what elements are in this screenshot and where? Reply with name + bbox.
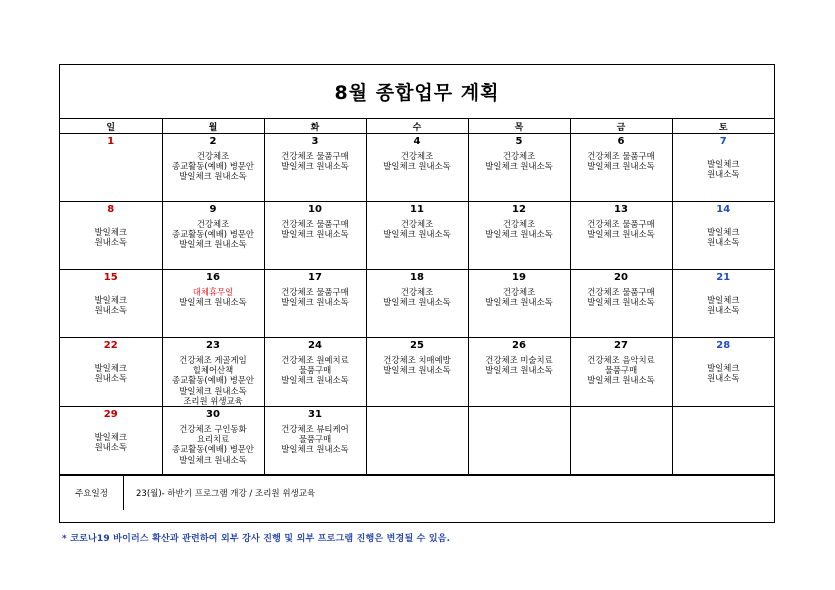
weekday-sun: 일: [60, 119, 162, 134]
day-cell: [468, 407, 570, 475]
day-events: [571, 287, 672, 307]
day-cell: [468, 270, 570, 338]
day-events: [60, 432, 162, 452]
day-events: [673, 295, 775, 315]
day-cell: [468, 134, 570, 202]
day-cell: [672, 270, 774, 338]
event-line: 물품구매: [298, 434, 332, 445]
day-number: 27: [614, 340, 628, 351]
day-cell: [672, 338, 774, 407]
day-number: 30: [206, 409, 220, 421]
week-row: [60, 338, 774, 407]
day-number: 29: [103, 409, 118, 421]
event-line: 원내소독: [707, 169, 740, 180]
day-cell: [570, 338, 672, 407]
week-row: [60, 134, 774, 202]
day-events: [571, 151, 672, 171]
weekday-mon: 월: [162, 119, 264, 134]
footnote: * 코로나19 바이러스 확산과 관련하여 외부 강사 진행 및 외부 프로그램 진행은 변경될 수 있음.: [62, 534, 451, 544]
day-number: 15: [103, 272, 118, 283]
event-line: 발일체크 원내소독: [179, 385, 247, 396]
event-line: 발일체크: [94, 363, 127, 373]
summary-text: 23(월)- 하반기 프로그램 개강 / 조리원 위생교육: [124, 476, 775, 511]
event-line: 발일체크 원내소독: [281, 297, 349, 308]
event-line: 건강체조: [196, 219, 230, 229]
day-number: 9: [209, 204, 217, 215]
day-cell: [162, 270, 264, 338]
week-row: [60, 270, 774, 338]
day-events: [163, 219, 264, 250]
day-cell: [60, 407, 162, 475]
day-cell: [366, 407, 468, 475]
day-cell: [60, 202, 162, 270]
day-events: [571, 355, 672, 386]
event-line: 원내소독: [94, 305, 127, 316]
weekday-header-row: [60, 119, 774, 134]
day-number: 25: [410, 340, 424, 351]
event-line: 발일체크 원내소독: [587, 375, 655, 386]
event-line: 종교활동(예배) 병문안: [171, 444, 254, 455]
event-line: 건강체조 게골게임: [179, 355, 247, 365]
day-events: [163, 287, 264, 307]
summary-label: 주요일정: [60, 476, 124, 511]
day-number: 26: [512, 340, 526, 351]
event-line: 발일체크 원내소독: [383, 229, 451, 240]
event-line: 건강체조 치매예방: [383, 355, 451, 365]
week-row: [60, 407, 774, 475]
event-line: 요리치료: [196, 434, 230, 445]
event-line: 발일체크: [707, 159, 740, 169]
event-line: 건강체조: [400, 151, 434, 161]
day-number: 6: [617, 136, 625, 147]
day-events: [60, 295, 162, 315]
event-line: 발일체크 원내소독: [587, 161, 655, 172]
event-line: 조리원 위생교육: [183, 395, 243, 406]
day-number: 14: [716, 204, 731, 215]
event-line: 건강체조 뷰티케어: [281, 424, 349, 435]
day-cell: [366, 134, 468, 202]
day-events: [265, 219, 366, 239]
event-line: 건강체조 음악치료: [587, 355, 655, 365]
day-cell: [264, 338, 366, 407]
week-row: [60, 202, 774, 270]
weekday-fri: 금: [570, 119, 672, 134]
day-events: [60, 363, 162, 383]
day-cell: [264, 407, 366, 475]
event-line: 발일체크 원내소독: [281, 375, 349, 386]
day-events: [265, 287, 366, 307]
day-cell: [264, 202, 366, 270]
event-line: 발일체크: [94, 432, 127, 443]
event-line: 발일체크 원내소독: [587, 229, 655, 240]
page-title: 8월 종합업무 계획: [60, 65, 774, 119]
day-cell: [468, 202, 570, 270]
event-line: 건강체조: [502, 287, 536, 297]
event-line: 종교활동(예배) 병문안: [171, 161, 254, 172]
day-events: [60, 227, 162, 247]
day-cell: [570, 270, 672, 338]
day-events: [163, 424, 264, 465]
day-cell: [60, 134, 162, 202]
day-events: [163, 151, 264, 182]
event-line: 발일체크 원내소독: [485, 365, 553, 376]
event-line: 발일체크 원내소독: [281, 444, 349, 455]
event-line: 물품구매: [298, 365, 332, 376]
day-events: [265, 355, 366, 386]
event-line: 건강체조: [502, 219, 536, 229]
event-line: 건강체조 물품구매: [587, 151, 655, 161]
event-line: 원내소독: [94, 373, 127, 384]
day-cell: [672, 202, 774, 270]
day-number: 5: [515, 136, 523, 147]
event-line: 건강체조: [400, 219, 434, 229]
day-events: [673, 227, 775, 247]
day-events: [367, 219, 468, 239]
day-cell: [264, 270, 366, 338]
event-line: 건강체조: [196, 151, 230, 161]
event-line: 힐체어산책: [192, 365, 234, 376]
event-line: 발일체크 원내소독: [179, 239, 247, 250]
event-line: 발일체크 원내소독: [383, 365, 451, 376]
day-events: [265, 424, 366, 455]
event-line: 건강체조 물품구매: [281, 219, 349, 229]
event-line: 발일체크: [94, 295, 127, 305]
day-number: 2: [209, 136, 217, 147]
event-line: 발일체크 원내소독: [485, 229, 553, 240]
day-cell: [162, 202, 264, 270]
event-line: 대체휴무일: [192, 287, 234, 297]
day-events: [469, 355, 570, 375]
day-cell: [672, 407, 774, 475]
day-number: 3: [311, 136, 319, 147]
day-events: [469, 287, 570, 307]
day-cell: [60, 270, 162, 338]
day-events: [571, 219, 672, 239]
event-line: 발일체크 원내소독: [179, 171, 247, 182]
day-cell: [162, 338, 264, 407]
day-cell: [264, 134, 366, 202]
day-cell: [570, 202, 672, 270]
day-number: 18: [410, 272, 424, 283]
day-number: 17: [308, 272, 322, 283]
day-number: 12: [512, 204, 526, 215]
day-number: 11: [410, 204, 424, 215]
day-cell: [366, 202, 468, 270]
day-cell: [570, 134, 672, 202]
event-line: 건강체조 물품구매: [281, 151, 349, 161]
event-line: 종교활동(예배) 병문안: [171, 229, 254, 240]
weekday-wed: 수: [366, 119, 468, 134]
event-line: 발일체크 원내소독: [383, 161, 451, 172]
event-line: 건강체조: [400, 287, 434, 297]
day-number: 13: [614, 204, 628, 215]
day-cell: [60, 338, 162, 407]
event-line: 발일체크: [707, 227, 740, 237]
day-events: [265, 151, 366, 171]
calendar-frame: [59, 64, 775, 523]
event-line: 종교활동(예배) 병문안: [171, 375, 254, 386]
day-number: 23: [206, 340, 220, 351]
day-cell: [366, 338, 468, 407]
event-line: 건강체조: [502, 151, 536, 161]
day-number: 1: [107, 136, 115, 147]
day-number: 16: [206, 272, 220, 283]
day-events: [673, 363, 775, 383]
day-number: 10: [308, 204, 322, 215]
event-line: 원내소독: [94, 237, 127, 248]
event-line: 원내소독: [707, 237, 740, 248]
day-number: 4: [413, 136, 421, 147]
day-number: 21: [716, 272, 731, 283]
day-events: [367, 355, 468, 375]
event-line: 발일체크 원내소독: [179, 454, 247, 465]
day-number: 7: [719, 136, 727, 147]
event-line: 발일체크: [94, 227, 127, 237]
weekday-tue: 화: [264, 119, 366, 134]
event-line: 발일체크 원내소독: [281, 161, 349, 172]
day-events: [163, 355, 264, 406]
event-line: 발일체크 원내소독: [587, 297, 655, 308]
event-line: 발일체크 원내소독: [383, 297, 451, 308]
event-line: 발일체크: [707, 363, 740, 373]
day-number: 20: [614, 272, 628, 283]
day-number: 19: [512, 272, 526, 283]
summary-table: [60, 475, 774, 510]
calendar-table: [60, 119, 774, 475]
event-line: 건강체조 물품구매: [587, 219, 655, 229]
day-events: [469, 219, 570, 239]
event-line: 발일체크 원내소독: [281, 229, 349, 240]
weekday-thu: 목: [468, 119, 570, 134]
event-line: 건강체조 원예치료: [281, 355, 349, 365]
event-line: 원내소독: [94, 442, 127, 453]
day-cell: [468, 338, 570, 407]
day-events: [469, 151, 570, 171]
day-cell: [162, 407, 264, 475]
event-line: 건강체조 물품구매: [281, 287, 349, 297]
event-line: 발일체크 원내소독: [485, 297, 553, 308]
day-cell: [366, 270, 468, 338]
day-cell: [162, 134, 264, 202]
event-line: 원내소독: [707, 305, 740, 316]
event-line: 발일체크 원내소독: [179, 297, 247, 308]
day-cell: [570, 407, 672, 475]
day-number: 8: [107, 204, 115, 215]
day-events: [367, 151, 468, 171]
day-events: [367, 287, 468, 307]
event-line: 발일체크 원내소독: [485, 161, 553, 172]
event-line: 원내소독: [707, 373, 740, 384]
summary-row: [60, 476, 774, 511]
event-line: 건강체조 미술치료: [485, 355, 553, 365]
event-line: 건강체조 구인동화: [179, 424, 247, 435]
day-number: 28: [716, 340, 731, 351]
event-line: 건강체조 물품구매: [587, 287, 655, 297]
event-line: 발일체크: [707, 295, 740, 305]
event-line: 물품구매: [604, 365, 638, 376]
day-cell: [672, 134, 774, 202]
day-number: 31: [308, 409, 322, 421]
day-number: 22: [103, 340, 118, 351]
weekday-sat: 토: [672, 119, 774, 134]
day-events: [673, 159, 775, 179]
day-number: 24: [308, 340, 322, 351]
